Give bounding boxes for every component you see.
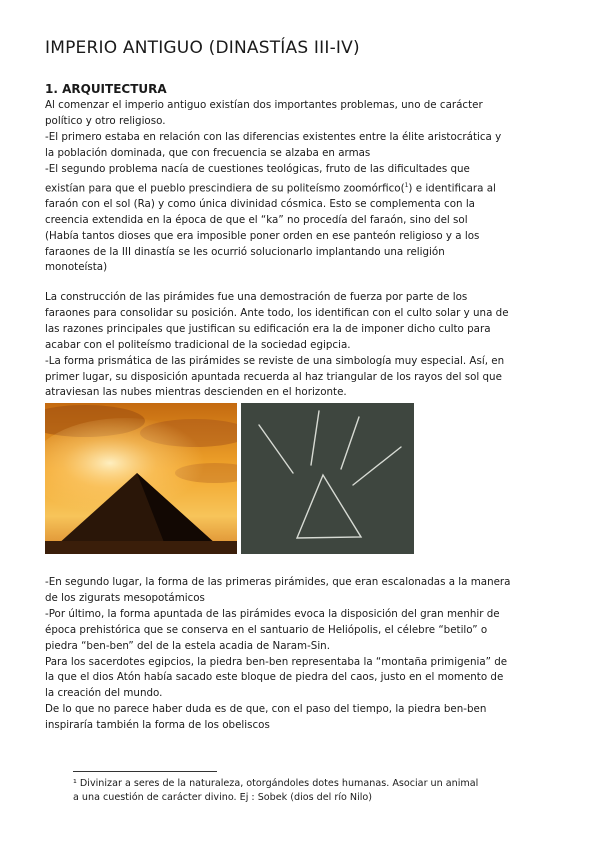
footnote-line: ¹ Divinizar a seres de la naturaleza, otorgándoles dotes humanas. Asociar un animal [73, 778, 479, 789]
text-fragment: existían para que el pueblo prescindiera de su politeísmo zoomórfico( [45, 181, 405, 194]
text-line: -La forma prismática de las pirámides se reviste de una simbología muy especial. Así, en [45, 354, 505, 367]
text-line: primer lugar, su disposición apuntada recuerda al haz triangular de los rayos del sol que [45, 370, 502, 383]
text-line: creencia extendida en la época de que el “ka” no procedía del faraón, sino del sol [45, 213, 468, 226]
section-heading: 1. ARQUITECTURA [45, 82, 167, 96]
text-line: faraón con el sol (Ra) y como única divinidad cósmica. Esto se complementa con la [45, 197, 475, 210]
text-line: Al comenzar el imperio antiguo existían dos importantes problemas, uno de carácter [45, 99, 483, 111]
text-line: inspiraría también la forma de los obeliscos [45, 719, 270, 732]
chalkboard-image [241, 403, 414, 554]
text-line: -En segundo lugar, la forma de las primeras pirámides, que eran escalonadas a la manera [45, 576, 511, 588]
text-line: La construcción de las pirámides fue una demostración de fuerza por parte de los [45, 291, 468, 303]
text-line: Para los sacerdotes egipcios, la piedra ben-ben representaba la “montaña primigenia” de [45, 655, 508, 668]
text-line: las razones principales que justifican su edificación era la de imponer dicho culto para [45, 322, 491, 335]
text-line: acabar con el politeísmo tradicional de la sociedad egipcia. [45, 338, 351, 351]
text-line: época prehistórica que se conserva en el santuario de Heliópolis, el célebre “betilo” o [45, 623, 488, 636]
paragraph-block-pyramids [45, 290, 565, 401]
paragraph-block-intro [45, 98, 565, 276]
text-line: la creación del mundo. [45, 687, 163, 700]
chalk-triangle-rays-drawing [241, 403, 414, 554]
text-line: de los zigurats mesopotámicos [45, 591, 205, 604]
text-line: -El segundo problema nacía de cuestiones teológicas, fruto de las dificultades que [45, 162, 470, 175]
text-line: monoteísta) [45, 261, 108, 274]
text-line: piedra “ben-ben” del de la estela acadia de Naram-Sin. [45, 639, 330, 652]
text-line: faraones de la III dinastía se les ocurrió solucionarlo implantando una religión [45, 245, 445, 258]
text-line: De lo que no parece haber duda es de que, con el paso del tiempo, la piedra ben-ben [45, 703, 487, 716]
text-line: político y otro religioso. [45, 114, 166, 127]
footnote [73, 777, 533, 805]
text-line: atraviesan las nubes mientras descienden en el horizonte. [45, 386, 347, 399]
text-fragment: ) e identificara al [408, 181, 496, 194]
page-title: IMPERIO ANTIGUO (DINASTÍAS III-IV) [45, 38, 360, 58]
text-line: -El primero estaba en relación con las diferencias existentes entre la élite aristocrática y [45, 130, 502, 143]
text-line: faraones para consolidar su posición. Ante todo, los identifican con el culto solar y una de [45, 306, 509, 319]
footnote-line: a una cuestión de carácter divino. Ej : Sobek (dios del río Nilo) [73, 792, 373, 803]
text-line [45, 178, 565, 197]
text-line: (Había tantos dioses que era imposible poner orden en ese panteón religioso y a los [45, 229, 480, 242]
paragraph-block-symbolism [45, 575, 565, 734]
pyramid-sunset-illustration [45, 403, 237, 554]
text-line: -Por último, la forma apuntada de las pirámides evoca la disposición del gran menhir de [45, 607, 500, 620]
pyramid-sunset-image [45, 403, 237, 554]
text-line: la población dominada, que con frecuencia se alzaba en armas [45, 146, 371, 159]
text-line: la que el dios Atón había sacado este bloque de piedra del caos, justo en el momento de [45, 671, 504, 684]
footnote-ref: 1 [404, 181, 409, 189]
footnote-divider [73, 771, 217, 772]
